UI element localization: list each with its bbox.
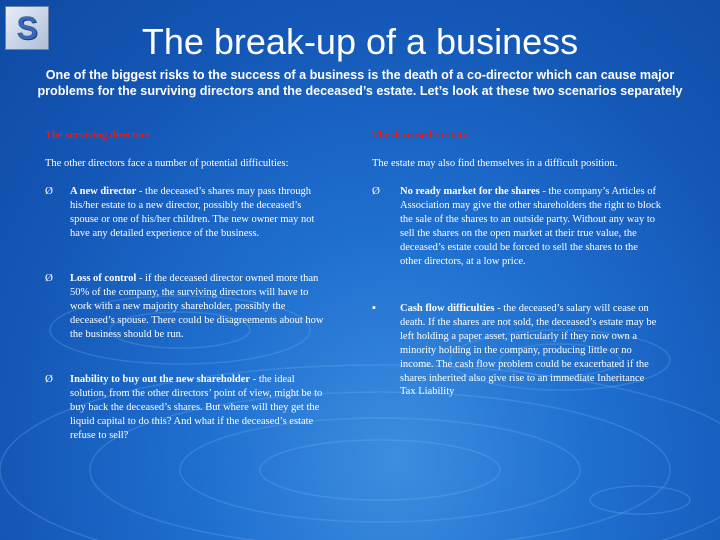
list-item-text: - the ideal solution, from the other directors’ point of view, might be to buy back the deceased’s shares. But where will they get the liquid capital to do this? And what if the deceased’s estate refuse to sell? (70, 374, 323, 441)
bullet-arrow-icon: Ø (45, 373, 53, 385)
list-item (70, 185, 325, 241)
list-item-title: No ready market for the shares (400, 186, 540, 197)
list-item (70, 373, 325, 443)
page-title: The break-up of a business (141, 21, 579, 62)
bullet-arrow-icon: Ø (372, 185, 380, 197)
left-column-heading: The surviving directors (45, 130, 150, 141)
list-item (400, 185, 662, 268)
logo-letter: S (16, 10, 38, 46)
intro-text: One of the biggest risks to the success of a business is the death of a co-director which can cause major problems for the surviving directors and the deceased’s estate. Let’s look at these two scenarios separately (37, 68, 683, 98)
list-item-text: - the company’s Articles of Association may give the other shareholders the right to block the sale of the shares to an outside party. Without any way to sell the shares on the open market at their true value, the deceased’s estate could be forced to sell the shares to the other directors, at a low price. (400, 186, 661, 267)
list-item-text: - the deceased’s salary will cease on death. If the shares are not sold, the deceased’s estate may be left holding a paper asset, particularly if they now own a minority holding in the company, producing little or no income. The cash flow problem could be exacerbated if the shares inherited also give rise to an immediate Inheritance Tax Liability (400, 303, 657, 398)
list-item-title: Inability to buy out the new shareholder (70, 374, 251, 385)
left-column-subheading: The other directors face a number of potential difficulties: (45, 158, 289, 169)
list-item-title: Loss of control (70, 273, 137, 284)
bullet-arrow-icon: Ø (45, 272, 53, 284)
right-column-subheading: The estate may also find themselves in a difficult position. (372, 158, 618, 169)
list-item-title: Cash flow difficulties (400, 303, 495, 314)
list-item-text: - if the deceased director owned more than 50% of the company, the surviving directors will have to work with a new majority shareholder, possibly the deceased’s spouse. There could be disagreements about how the business should be run. (70, 273, 324, 340)
bullet-arrow-icon: Ø (45, 185, 53, 197)
bullet-square-icon: ▪ (372, 302, 376, 314)
list-item (400, 302, 662, 399)
list-item-title: A new director (70, 186, 137, 197)
list-item-text: - the deceased’s shares may pass through his/her estate to a new director, possibly the deceased’s spouse or one of his/her children. The new owner may not have any detailed experience of the business. (70, 186, 315, 239)
right-column-heading: The deceased’s estate (372, 130, 468, 141)
list-item (70, 272, 325, 342)
